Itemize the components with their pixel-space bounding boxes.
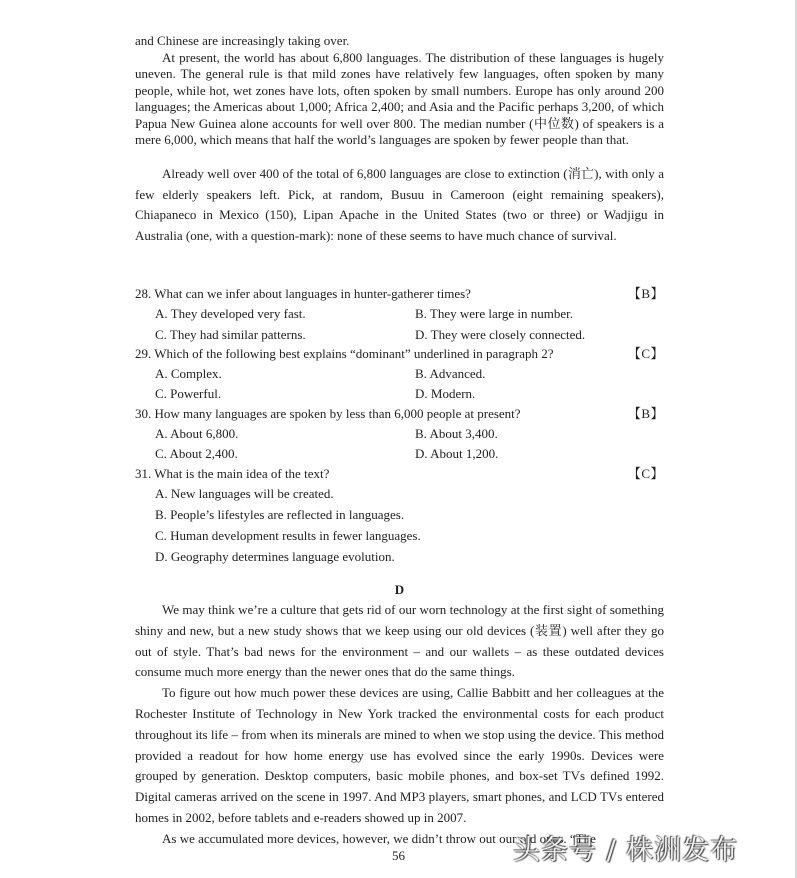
- page-number: 56: [392, 848, 405, 863]
- option-d: D. They were closely connected.: [415, 327, 586, 342]
- option-b: B. People’s lifestyles are reflected in languages.: [155, 507, 405, 522]
- passage-c-extinction: [135, 164, 664, 247]
- question-31: [135, 464, 664, 484]
- option-d: D. Geography determines language evolution.: [155, 549, 395, 564]
- paragraph-d3: As we accumulated more devices, however, we didn’t throw out our old ones. “The: [162, 830, 596, 846]
- question-stem: 30. How many languages are spoken by less than 6,000 people at present?: [135, 406, 521, 421]
- option-a: A. About 6,800.: [155, 426, 239, 441]
- paragraph-continuation: and Chinese are increasingly taking over.: [135, 33, 350, 48]
- question-29: [135, 344, 664, 364]
- question-stem: 31. What is the main idea of the text?: [135, 466, 330, 481]
- answer-key: 【C】: [627, 346, 664, 361]
- option-b: B. About 3,400.: [415, 426, 498, 441]
- option-a: A. Complex.: [155, 366, 222, 381]
- passage-d-text: [135, 600, 664, 850]
- question-30: [135, 404, 664, 424]
- answer-key: 【B】: [627, 286, 664, 301]
- paragraph-d2: To figure out how much power these devices are using, Callie Babbitt and her colleagues at the Rochester Institute of Technology in New York tracked the environmental costs for each product throughout its life – from when its minerals are mined to when we stop using the device. This method provided a readout for how home energy use has evolved since the early 1990s. Devices were grouped by generation. Desktop computers, basic mobile phones, and box-set TVs defined 1992. Digital cameras arrived on the scene in 1997. And MP3 players, smart phones, and LCD TVs entered homes in 2002, before tablets and e-readers showed up in 2007.: [135, 685, 664, 825]
- passage-c-text: [135, 33, 664, 149]
- option-a: A. They developed very fast.: [155, 306, 306, 321]
- option-c: C. Powerful.: [155, 386, 222, 401]
- option-a: A. New languages will be created.: [155, 486, 334, 501]
- paragraph-d1: We may think we’re a culture that gets rid of our worn technology at the first sight of something shiny and new, but a new study shows that we keep using our old devices (装置) well after they go out of style. That’s bad news for the environment – and our wallets – as these outdated devices consume much more energy than the newer ones that do the same things.: [135, 602, 664, 680]
- question-stem: 28. What can we infer about languages in hunter-gatherer times?: [135, 286, 471, 301]
- option-d: D. Modern.: [415, 386, 476, 401]
- question-28: [135, 284, 664, 304]
- option-c: C. Human development results in fewer languages.: [155, 528, 421, 543]
- paragraph-distribution: At present, the world has about 6,800 languages. The distribution of these languages is hugely uneven. The general rule is that mild zones have relatively few languages, often spoken by many people, while hot, wet zones have lots, often spoken by small numbers. Europe has only around 200 languages; the Americas about 1,000; Africa 2,400; and Asia and the Pacific perhaps 3,200, of which Papua New Guinea alone accounts for well over 800. The median number (中位数) of speakers is a mere 6,000, which means that half the world’s languages are spoken by fewer people than that.: [135, 49, 664, 147]
- option-c: C. They had similar patterns.: [155, 327, 306, 342]
- option-b: B. They were large in number.: [415, 306, 574, 321]
- option-c: C. About 2,400.: [155, 446, 238, 461]
- option-d: D. About 1,200.: [415, 446, 499, 461]
- option-b: B. Advanced.: [415, 366, 486, 381]
- answer-key: 【C】: [627, 466, 664, 481]
- paragraph-extinction: Already well over 400 of the total of 6,800 languages are close to extinction (消亡), with only a few elderly speakers left. Pick, at random, Busuu in Cameroon (eight remaining speakers), Chiapaneco in Mexico (150), Lipan Apache in the United States (two or three) or Wadjigu in Australia (one, with a question-mark): none of these seems to have much chance of survival.: [135, 166, 664, 244]
- section-heading: D: [394, 582, 405, 597]
- watermark-logo: 头条号 / 株洲发布: [513, 835, 739, 866]
- question-stem: 29. Which of the following best explains “dominant” underlined in paragraph 2?: [135, 346, 554, 361]
- answer-key: 【B】: [627, 406, 664, 421]
